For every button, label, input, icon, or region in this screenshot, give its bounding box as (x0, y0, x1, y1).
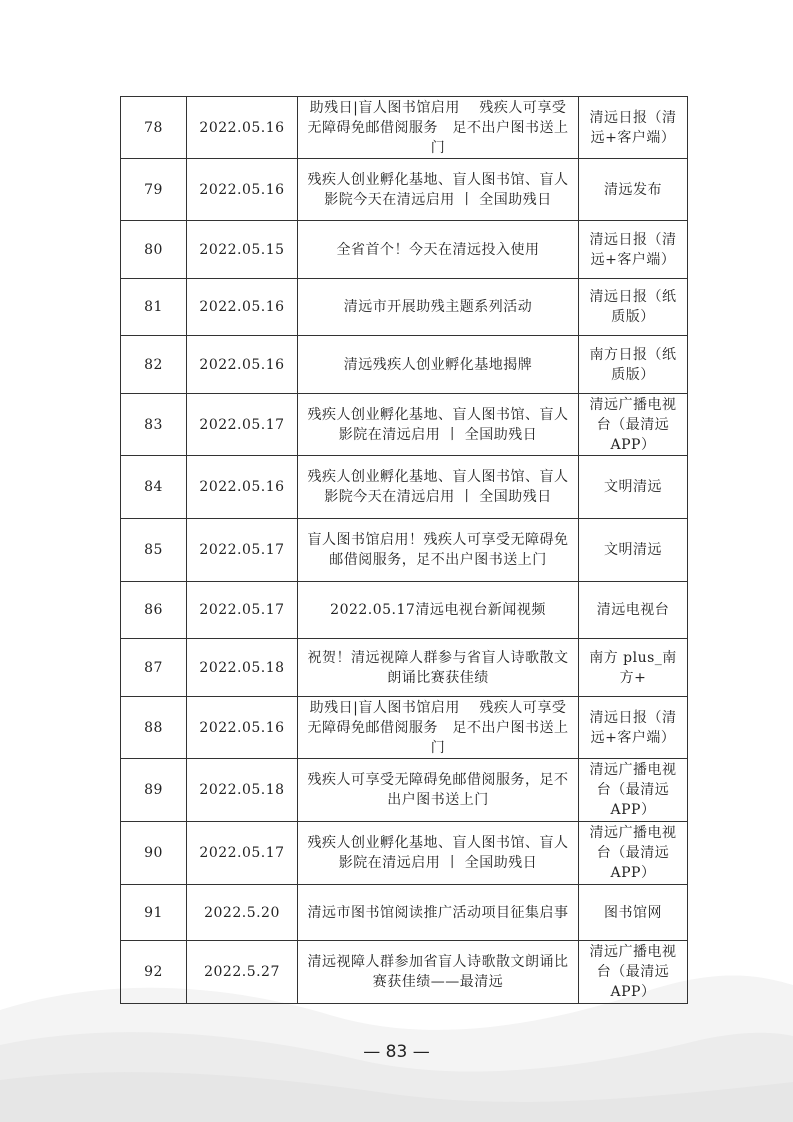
row-title: 清远市开展助残主题系列活动 (298, 279, 579, 336)
row-number: 80 (121, 221, 187, 279)
row-number: 88 (121, 697, 187, 759)
table-row (121, 519, 688, 582)
table-row (121, 822, 688, 885)
row-title: 残疾人创业孵化基地、盲人图书馆、盲人影院在清远启用 丨 全国助残日 (298, 822, 579, 885)
row-number: 84 (121, 456, 187, 519)
row-date: 2022.05.16 (187, 336, 298, 394)
table-row (121, 336, 688, 394)
table-row (121, 885, 688, 941)
row-date: 2022.05.16 (187, 456, 298, 519)
row-source: 清远日报（清远+客户端） (579, 97, 688, 159)
row-source: 清远发布 (579, 159, 688, 221)
table-row (121, 759, 688, 822)
row-title: 清远残疾人创业孵化基地揭牌 (298, 336, 579, 394)
table-row (121, 582, 688, 639)
row-title: 清远视障人群参加省盲人诗歌散文朗诵比赛获佳绩——最清远 (298, 941, 579, 1004)
row-source: 清远日报（清远+客户端） (579, 697, 688, 759)
table-row (121, 394, 688, 456)
row-title: 助残日|盲人图书馆启用 残疾人可享受无障碍免邮借阅服务 足不出户图书送上门 (298, 697, 579, 759)
row-date: 2022.05.18 (187, 639, 298, 697)
row-source: 清远广播电视台（最清远APP） (579, 822, 688, 885)
row-date: 2022.05.16 (187, 697, 298, 759)
row-date: 2022.05.16 (187, 279, 298, 336)
row-number: 92 (121, 941, 187, 1004)
row-date: 2022.05.16 (187, 159, 298, 221)
row-source: 文明清远 (579, 519, 688, 582)
row-title: 2022.05.17清远电视台新闻视频 (298, 582, 579, 639)
table-row (121, 697, 688, 759)
row-title: 残疾人可享受无障碍免邮借阅服务，足不出户图书送上门 (298, 759, 579, 822)
row-date: 2022.05.18 (187, 759, 298, 822)
row-title: 残疾人创业孵化基地、盲人图书馆、盲人影院今天在清远启用 丨 全国助残日 (298, 456, 579, 519)
row-number: 78 (121, 97, 187, 159)
row-title: 祝贺！清远视障人群参与省盲人诗歌散文朗诵比赛获佳绩 (298, 639, 579, 697)
row-number: 86 (121, 582, 187, 639)
row-number: 90 (121, 822, 187, 885)
row-number: 91 (121, 885, 187, 941)
row-source: 文明清远 (579, 456, 688, 519)
media-coverage-table (120, 96, 688, 1004)
row-title: 助残日|盲人图书馆启用 残疾人可享受无障碍免邮借阅服务 足不出户图书送上门 (298, 97, 579, 159)
row-source: 清远广播电视台（最清远APP） (579, 941, 688, 1004)
row-date: 2022.05.17 (187, 822, 298, 885)
table-row (121, 456, 688, 519)
row-date: 2022.5.20 (187, 885, 298, 941)
row-title: 残疾人创业孵化基地、盲人图书馆、盲人影院在清远启用 丨 全国助残日 (298, 394, 579, 456)
row-number: 89 (121, 759, 187, 822)
row-source: 图书馆网 (579, 885, 688, 941)
table-row (121, 159, 688, 221)
row-date: 2022.05.15 (187, 221, 298, 279)
page-number: — 83 — (363, 1042, 430, 1062)
row-source: 清远电视台 (579, 582, 688, 639)
row-title: 盲人图书馆启用！残疾人可享受无障碍免邮借阅服务，足不出户图书送上门 (298, 519, 579, 582)
row-date: 2022.05.17 (187, 394, 298, 456)
table-row (121, 97, 688, 159)
row-source: 南方日报（纸质版） (579, 336, 688, 394)
row-number: 82 (121, 336, 187, 394)
row-number: 87 (121, 639, 187, 697)
row-title: 残疾人创业孵化基地、盲人图书馆、盲人影院今天在清远启用 丨 全国助残日 (298, 159, 579, 221)
row-source: 清远日报（清远+客户端） (579, 221, 688, 279)
row-number: 83 (121, 394, 187, 456)
row-date: 2022.05.17 (187, 582, 298, 639)
row-source: 清远日报（纸质版） (579, 279, 688, 336)
row-date: 2022.5.27 (187, 941, 298, 1004)
row-number: 81 (121, 279, 187, 336)
table-row (121, 639, 688, 697)
row-number: 79 (121, 159, 187, 221)
table-row (121, 941, 688, 1004)
row-title: 清远市图书馆阅读推广活动项目征集启事 (298, 885, 579, 941)
row-title: 全省首个！今天在清远投入使用 (298, 221, 579, 279)
row-source: 清远广播电视台（最清远APP） (579, 394, 688, 456)
table-row (121, 279, 688, 336)
row-date: 2022.05.16 (187, 97, 298, 159)
table-row (121, 221, 688, 279)
row-source: 南方 plus_南方+ (579, 639, 688, 697)
row-number: 85 (121, 519, 187, 582)
row-source: 清远广播电视台（最清远APP） (579, 759, 688, 822)
row-date: 2022.05.17 (187, 519, 298, 582)
